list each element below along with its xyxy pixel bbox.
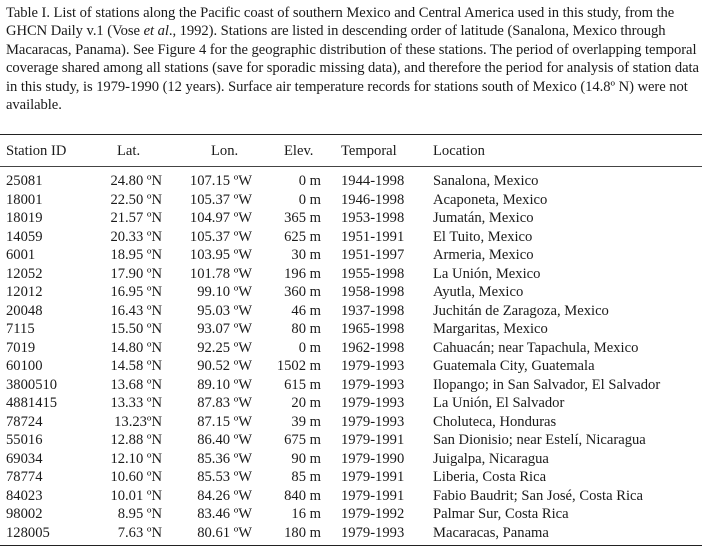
cell-location: Palmar Sur, Costa Rica bbox=[433, 506, 569, 522]
table-row bbox=[0, 320, 702, 338]
cell-elev: 1502 m bbox=[276, 358, 321, 374]
cell-location: Armeria, Mexico bbox=[433, 247, 534, 263]
cell-station-id: 60100 bbox=[6, 358, 43, 374]
table-row bbox=[0, 413, 702, 431]
header-location: Location bbox=[433, 143, 485, 159]
cell-station-id: 7019 bbox=[6, 339, 36, 356]
cell-elev: 30 m bbox=[291, 247, 321, 263]
cell-elev: 365 m bbox=[284, 210, 321, 226]
cell-elev: 196 m bbox=[284, 265, 321, 282]
cell-station-id: 55016 bbox=[6, 432, 43, 448]
cell-lat: 22.50 ºN bbox=[110, 191, 162, 208]
cell-lon: 104.97 ºW bbox=[189, 210, 252, 226]
table-row bbox=[0, 505, 702, 523]
cell-lat: 18.95 ºN bbox=[110, 247, 162, 263]
cell-lon: 105.37 ºW bbox=[189, 191, 252, 208]
cell-elev: 625 m bbox=[284, 228, 321, 245]
cell-lon: 90.52 ºW bbox=[197, 358, 252, 374]
cell-temporal: 1937-1998 bbox=[341, 302, 405, 319]
header-elev: Elev. bbox=[284, 143, 314, 159]
caption-text-part-2: ., 1992). Stations are listed in descending order of latitude (Sanalona, Mexico through Macaracas, Panama). See Figure 4 for the geographic distribution of these stations. The period of overlapping temporal coverage shared among all stations (save for sporadic missing data), and therefore the period for analysis of station data in this study, is 1979-1990 (12 years). Surface air temperature records for stations south of Mexico (14.8º N) were not available. bbox=[6, 23, 699, 114]
cell-lat: 8.95 ºN bbox=[117, 506, 162, 522]
cell-location: Margaritas, Mexico bbox=[433, 321, 548, 337]
cell-temporal: 1979-1991 bbox=[341, 432, 405, 448]
cell-temporal: 1979-1993 bbox=[341, 358, 405, 374]
cell-lat: 13.68 ºN bbox=[110, 376, 162, 393]
cell-lon: 85.53 ºW bbox=[197, 469, 252, 485]
cell-temporal: 1979-1992 bbox=[341, 506, 405, 522]
cell-location: Cahuacán; near Tapachula, Mexico bbox=[433, 339, 639, 356]
cell-location: Ayutla, Mexico bbox=[433, 284, 524, 300]
caption-italic-et-al: et al bbox=[143, 23, 169, 40]
cell-location: Ilopango; in San Salvador, El Salvador bbox=[433, 376, 661, 393]
cell-elev: 180 m bbox=[284, 524, 321, 541]
cell-lon: 84.26 ºW bbox=[197, 487, 252, 504]
cell-location: La Unión, El Salvador bbox=[433, 395, 565, 411]
table-row bbox=[0, 246, 702, 264]
cell-lat: 10.60 ºN bbox=[110, 469, 162, 485]
cell-lon: 92.25 ºW bbox=[197, 339, 252, 356]
cell-location: Fabio Baudrit; San José, Costa Rica bbox=[433, 487, 643, 504]
cell-elev: 20 m bbox=[291, 395, 321, 411]
header-temporal: Temporal bbox=[341, 143, 397, 159]
cell-station-id: 84023 bbox=[6, 487, 43, 504]
cell-elev: 0 m bbox=[298, 339, 321, 356]
cell-lat: 12.10 ºN bbox=[110, 450, 162, 467]
table-row bbox=[0, 394, 702, 412]
cell-location: Acaponeta, Mexico bbox=[433, 191, 548, 208]
cell-location: Sanalona, Mexico bbox=[433, 173, 539, 189]
cell-temporal: 1951-1997 bbox=[341, 247, 405, 263]
table-top-rule bbox=[0, 134, 702, 135]
header-station-id: Station ID bbox=[6, 143, 67, 159]
cell-lon: 99.10 ºW bbox=[197, 284, 252, 300]
cell-location: Choluteca, Honduras bbox=[433, 413, 557, 430]
cell-location: San Dionisio; near Estelí, Nicaragua bbox=[433, 432, 646, 448]
cell-station-id: 98002 bbox=[6, 506, 43, 522]
cell-station-id: 3800510 bbox=[6, 376, 58, 393]
cell-elev: 80 m bbox=[291, 321, 321, 337]
caption-text-part-1: Table I. List of stations along the Pacific coast of southern Mexico and Central America used in this study, from the GHCN Daily v.1 (Vose bbox=[6, 5, 675, 40]
cell-location: Liberia, Costa Rica bbox=[433, 469, 547, 485]
cell-lat: 10.01 ºN bbox=[110, 487, 162, 504]
table-row bbox=[0, 172, 702, 190]
cell-temporal: 1946-1998 bbox=[341, 191, 405, 208]
cell-lat: 24.80 ºN bbox=[110, 173, 162, 189]
table-row bbox=[0, 339, 702, 357]
cell-lon: 80.61 ºW bbox=[197, 524, 252, 541]
cell-location: Juigalpa, Nicaragua bbox=[433, 450, 549, 467]
cell-location: La Unión, Mexico bbox=[433, 265, 541, 282]
cell-lon: 105.37 ºW bbox=[189, 228, 252, 245]
cell-station-id: 7115 bbox=[6, 321, 35, 337]
cell-lat: 15.50 ºN bbox=[110, 321, 162, 337]
cell-location: Guatemala City, Guatemala bbox=[433, 358, 595, 374]
cell-elev: 46 m bbox=[291, 302, 321, 319]
cell-lon: 83.46 ºW bbox=[197, 506, 252, 522]
cell-temporal: 1979-1993 bbox=[341, 376, 405, 393]
cell-station-id: 14059 bbox=[6, 228, 43, 245]
cell-station-id: 6001 bbox=[6, 247, 36, 263]
cell-station-id: 4881415 bbox=[6, 395, 58, 411]
cell-location: Macaracas, Panama bbox=[433, 524, 549, 541]
cell-elev: 615 m bbox=[284, 376, 321, 393]
cell-station-id: 69034 bbox=[6, 450, 43, 467]
cell-temporal: 1944-1998 bbox=[341, 173, 405, 189]
cell-lon: 93.07 ºW bbox=[197, 321, 252, 337]
table-bottom-rule bbox=[0, 545, 702, 546]
table-row bbox=[0, 302, 702, 320]
cell-temporal: 1979-1991 bbox=[341, 487, 405, 504]
cell-lon: 85.36 ºW bbox=[197, 450, 252, 467]
table-row bbox=[0, 357, 702, 375]
cell-temporal: 1951-1991 bbox=[341, 228, 405, 245]
cell-station-id: 20048 bbox=[6, 302, 43, 319]
cell-lon: 101.78 ºW bbox=[189, 265, 252, 282]
cell-lon: 95.03 ºW bbox=[197, 302, 252, 319]
table-caption bbox=[6, 4, 699, 114]
cell-temporal: 1979-1993 bbox=[341, 413, 405, 430]
cell-lat: 17.90 ºN bbox=[110, 265, 162, 282]
cell-lon: 89.10 ºW bbox=[197, 376, 252, 393]
cell-location: Juchitán de Zaragoza, Mexico bbox=[433, 302, 609, 319]
header-lat: Lat. bbox=[117, 143, 141, 159]
cell-lat: 20.33 ºN bbox=[110, 228, 162, 245]
cell-station-id: 25081 bbox=[6, 173, 43, 189]
table-row bbox=[0, 265, 702, 283]
cell-station-id: 18001 bbox=[6, 191, 43, 208]
cell-lat: 21.57 ºN bbox=[110, 210, 162, 226]
table-row bbox=[0, 487, 702, 505]
cell-elev: 0 m bbox=[298, 173, 321, 189]
table-row bbox=[0, 228, 702, 246]
cell-lat: 13.33 ºN bbox=[110, 395, 162, 411]
table-row bbox=[0, 283, 702, 301]
cell-station-id: 78724 bbox=[6, 413, 43, 430]
cell-station-id: 12052 bbox=[6, 265, 43, 282]
cell-lat: 14.58 ºN bbox=[110, 358, 162, 374]
cell-elev: 360 m bbox=[284, 284, 321, 300]
cell-lon: 87.15 ºW bbox=[197, 413, 252, 430]
cell-lon: 86.40 ºW bbox=[197, 432, 252, 448]
cell-elev: 85 m bbox=[291, 469, 321, 485]
cell-temporal: 1965-1998 bbox=[341, 321, 405, 337]
cell-temporal: 1979-1990 bbox=[341, 450, 405, 467]
cell-elev: 90 m bbox=[291, 450, 321, 467]
cell-lon: 107.15 ºW bbox=[189, 173, 252, 189]
cell-elev: 0 m bbox=[298, 191, 321, 208]
table-row bbox=[0, 468, 702, 486]
table-header-rule bbox=[0, 166, 702, 167]
table-row bbox=[0, 524, 702, 542]
cell-lat: 12.88 ºN bbox=[110, 432, 162, 448]
table-row bbox=[0, 450, 702, 468]
cell-lon: 103.95 ºW bbox=[189, 247, 252, 263]
cell-lat: 16.95 ºN bbox=[110, 284, 162, 300]
cell-elev: 840 m bbox=[284, 487, 321, 504]
cell-elev: 16 m bbox=[291, 506, 321, 522]
cell-station-id: 18019 bbox=[6, 210, 43, 226]
cell-lat: 16.43 ºN bbox=[110, 302, 162, 319]
cell-lat: 7.63 ºN bbox=[117, 524, 162, 541]
cell-elev: 39 m bbox=[291, 413, 321, 430]
table-row bbox=[0, 191, 702, 209]
header-lon: Lon. bbox=[211, 143, 239, 159]
table-row bbox=[0, 209, 702, 227]
cell-station-id: 78774 bbox=[6, 469, 43, 485]
cell-temporal: 1955-1998 bbox=[341, 265, 405, 282]
cell-location: Jumatán, Mexico bbox=[433, 210, 534, 226]
table-header-row bbox=[0, 142, 702, 160]
cell-lon: 87.83 ºW bbox=[197, 395, 252, 411]
table-row bbox=[0, 431, 702, 449]
cell-temporal: 1979-1991 bbox=[341, 469, 405, 485]
cell-location: El Tuito, Mexico bbox=[433, 228, 533, 245]
cell-temporal: 1953-1998 bbox=[341, 210, 405, 226]
cell-temporal: 1979-1993 bbox=[341, 524, 405, 541]
table-row bbox=[0, 376, 702, 394]
cell-temporal: 1962-1998 bbox=[341, 339, 405, 356]
cell-station-id: 12012 bbox=[6, 284, 43, 300]
cell-temporal: 1979-1993 bbox=[341, 395, 405, 411]
cell-station-id: 128005 bbox=[6, 524, 50, 541]
cell-lat: 13.23ºN bbox=[114, 413, 162, 430]
cell-elev: 675 m bbox=[284, 432, 321, 448]
cell-temporal: 1958-1998 bbox=[341, 284, 405, 300]
cell-lat: 14.80 ºN bbox=[110, 339, 162, 356]
